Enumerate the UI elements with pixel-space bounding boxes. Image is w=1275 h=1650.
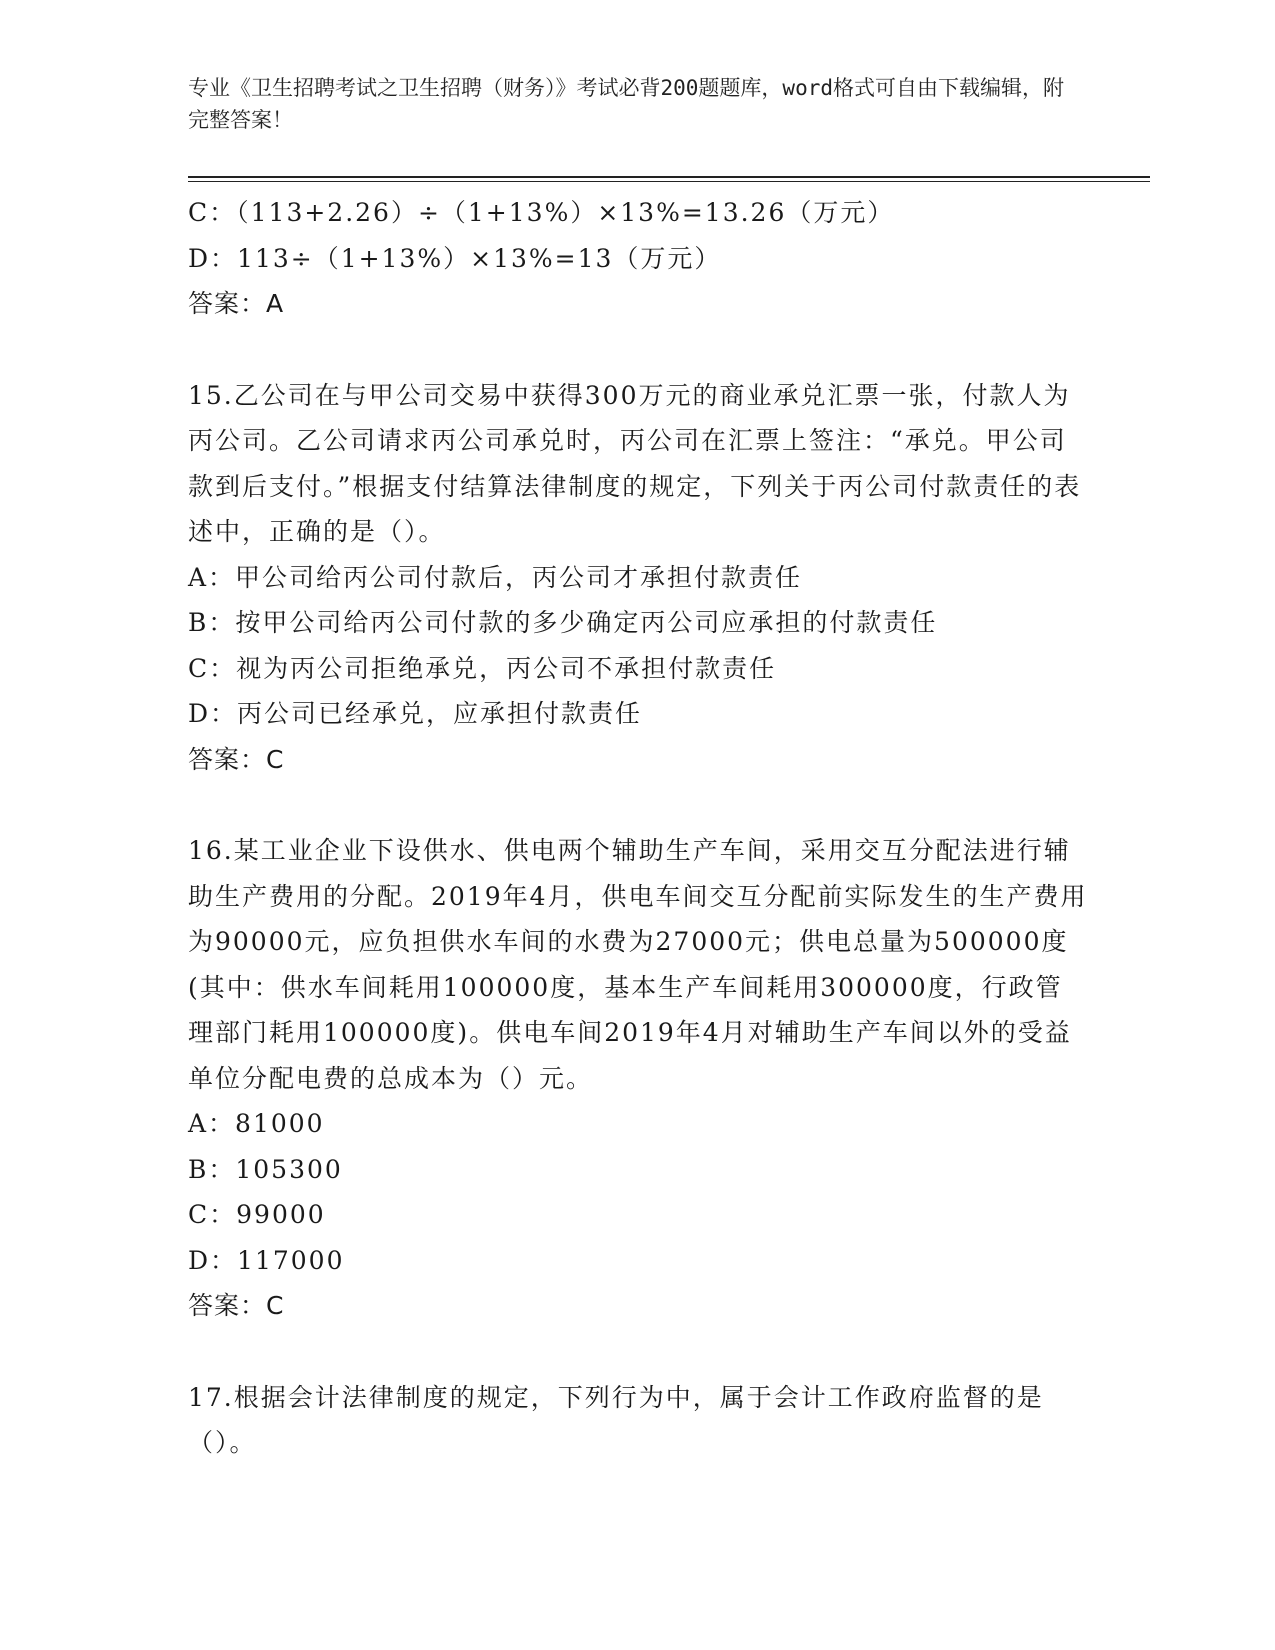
option-a: A：甲公司给丙公司付款后，丙公司才承担付款责任	[188, 562, 803, 592]
prev-answer: 答案：A	[188, 289, 285, 318]
answer: 答案：C	[188, 744, 285, 774]
option-b: B：105300	[188, 1154, 343, 1184]
question-stem: 15.乙公司在与甲公司交易中获得300万元的商业承兑汇票一张，付款人为丙公司。乙公司请求丙公司承兑时，丙公司在汇票上签注：“承兑。甲公司款到后支付。”根据支付结算法律制度的规定，下列关于丙公司付款责任的表述中，正确的是（）。	[188, 380, 1082, 546]
option-d: D：丙公司已经承兑，应承担付款责任	[188, 699, 643, 728]
header-text: 专业《卫生招聘考试之卫生招聘（财务）》考试必背200题题库，word格式可自由下载编辑，附完整答案！	[188, 76, 1064, 132]
option-d: D：117000	[188, 1245, 345, 1275]
header-divider-thick	[188, 176, 1150, 178]
document-header	[188, 72, 1068, 136]
spacer	[188, 327, 1088, 373]
option-c: C：视为丙公司拒绝承兑，丙公司不承担付款责任	[188, 653, 777, 683]
question-17	[188, 1375, 1088, 1466]
question-15	[188, 373, 1088, 783]
answer: 答案：C	[188, 1291, 285, 1320]
header-divider-thin	[188, 181, 1150, 182]
question-16	[188, 828, 1088, 1329]
question-stem: 16.某工业企业下设供水、供电两个辅助生产车间，采用交互分配法进行辅助生产费用的分配。2019年4月，供电车间交互分配前实际发生的生产费用为90000元，应负担供水车间的水费为27000元；供电总量为500000度(其中：供水车间耗用100000度，基本生产车间耗用300000度，行政管理部门耗用100000度)。供电车间2019年4月对辅助生产车间以外的受益单位分配电费的总成本为（）元。	[188, 836, 1088, 1093]
question-stem: 17.根据会计法律制度的规定，下列行为中，属于会计工作政府监督的是（）。	[188, 1382, 1044, 1457]
document-body	[188, 190, 1088, 1466]
spacer	[188, 1329, 1088, 1375]
prev-option-c: C：（113+2.26）÷（1+13%）×13%=13.26（万元）	[188, 198, 895, 227]
option-c: C：99000	[188, 1200, 326, 1229]
option-a: A：81000	[188, 1109, 325, 1138]
prev-option-d: D：113÷（1+13%）×13%=13（万元）	[188, 243, 722, 273]
spacer	[188, 782, 1088, 828]
option-b: B：按甲公司给丙公司付款的多少确定丙公司应承担的付款责任	[188, 608, 938, 637]
